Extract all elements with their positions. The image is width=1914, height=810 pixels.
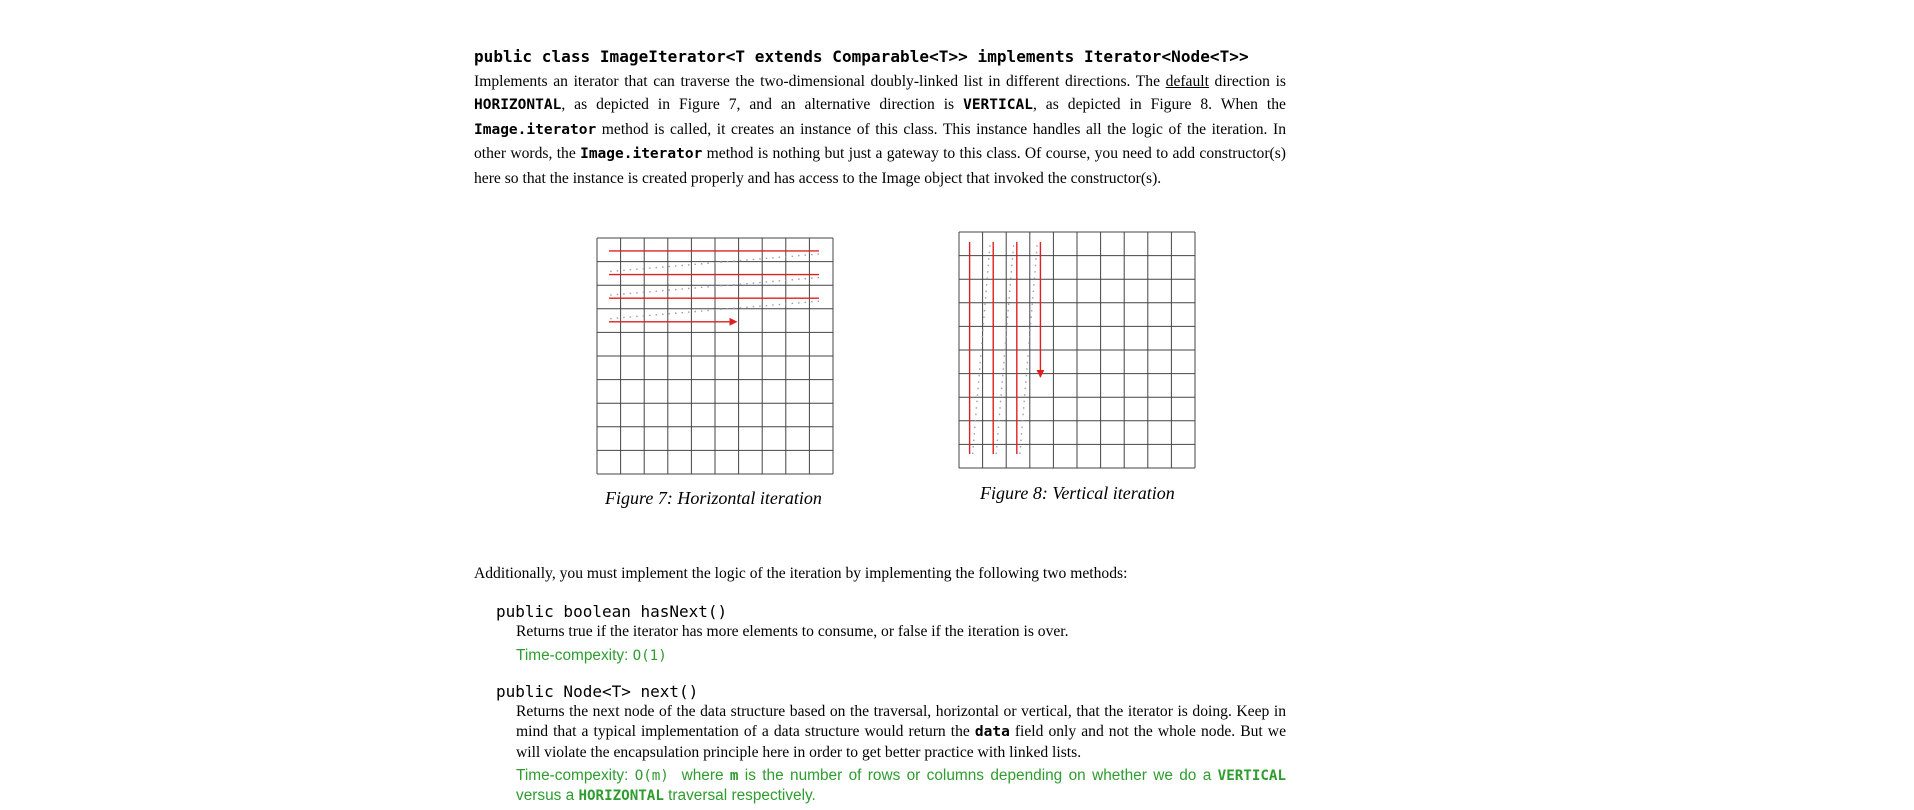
figure-7-caption: Figure 7: Horizontal iteration — [605, 488, 822, 508]
class-declaration: public class ImageIterator<T extends Comparable<T>> implements Iterator<Node<T>> — [474, 47, 1249, 66]
method-signature: public Node<T> next() — [496, 682, 699, 701]
return-path — [1020, 242, 1038, 454]
code-image-iterator: Image.iterator — [474, 121, 597, 138]
method-next — [496, 682, 1286, 806]
return-path — [609, 278, 819, 296]
figure-8-caption: Figure 8: Vertical iteration — [980, 483, 1175, 503]
vertical-iteration-figure — [958, 231, 1196, 469]
time-complexity: Time-compexity: O(1) — [516, 646, 667, 664]
method-description: Returns true if the iterator has more elements to consume, or false if the iteration is over. — [516, 623, 1069, 640]
return-path — [996, 242, 1014, 454]
method-hasnext — [496, 602, 1286, 666]
code-horizontal: HORIZONTAL — [474, 97, 562, 114]
document-page — [474, 44, 1286, 190]
return-path — [609, 301, 819, 319]
return-path — [609, 254, 819, 272]
class-description: Implements an iterator that can traverse the two-dimensional doubly-linked list in different directions. The default direction is HORIZONTAL, as depicted in Figure 7, and an alternative direction is VERTICAL, as depicted in Figure 8. When the Image.iterator method is called, it creates an instance of this class. This instance handles all the logic of the iteration. In other words, the Image.iterator method is nothing but just a gateway to this class. Of course, you need to add constructor(s) here so that the instance is created properly and has access to the Image object that invoked the constructor(s). — [474, 73, 1286, 187]
methods-intro: Additionally, you must implement the logic of the iteration by implementing the following two methods: — [474, 565, 1128, 582]
default-underlined: default — [1165, 73, 1209, 90]
method-signature: public boolean hasNext() — [496, 602, 728, 621]
horizontal-iteration-figure — [596, 237, 834, 475]
code-vertical: VERTICAL — [963, 97, 1033, 114]
method-description: Returns the next node of the data structure based on the traversal, horizontal or vertical, that the iterator is doing. Keep in mind that a typical implementation of a data structure would return the data field only and not the whole node. But we will violate the encapsulation principle here in order to get better practice with linked lists. — [516, 703, 1286, 761]
time-complexity: Time-compexity: O(m) where m is the number of rows or columns depending on whether we do a VERTICAL versus a HORIZONTAL traversal respectively. — [516, 767, 1286, 805]
return-path — [973, 242, 991, 454]
code-image-iterator: Image.iterator — [580, 146, 703, 163]
code-data: data — [974, 723, 1010, 740]
